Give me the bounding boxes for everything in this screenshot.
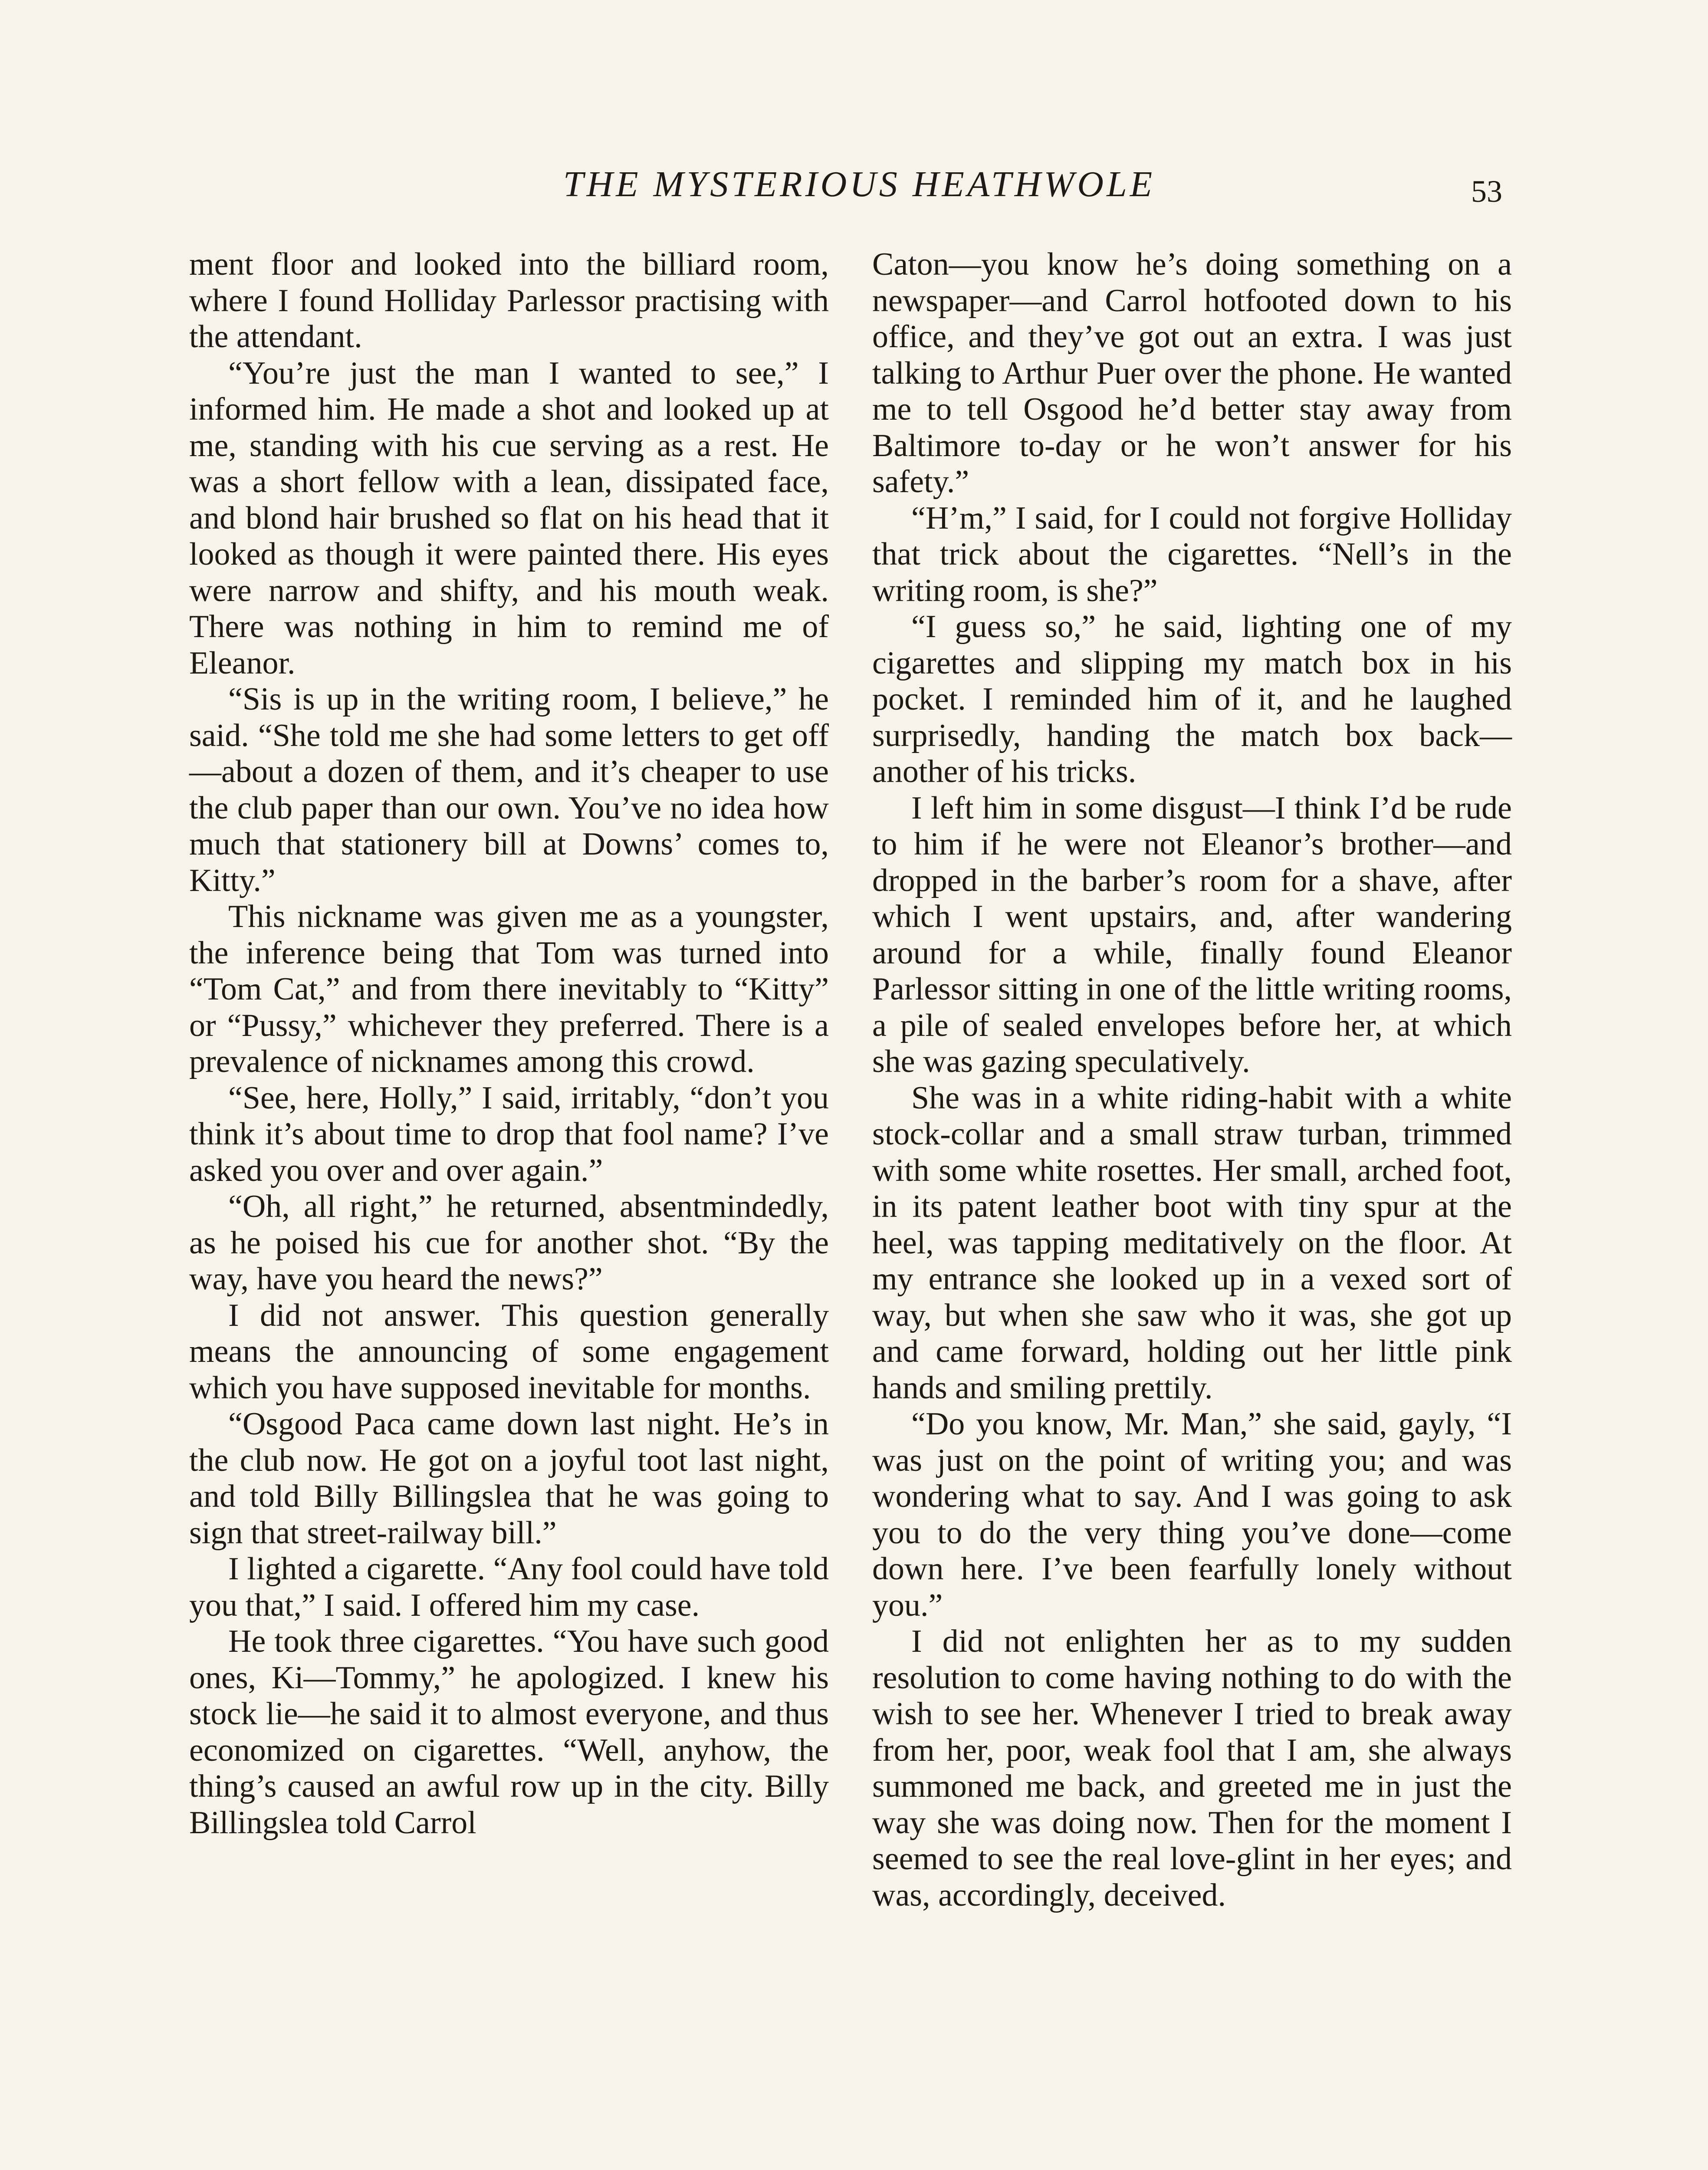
running-head <box>0 161 1708 208</box>
paragraph: This nickname was given me as a youngster, the inference being that Tom was turned into “Tom Cat,” and from there inevitably to “Kitty” or “Pussy,” whichever they preferred. There is a prevalence of nicknames among this crowd. <box>189 899 829 1079</box>
right-column <box>872 247 1512 1914</box>
page-number: 53 <box>1471 174 1502 209</box>
paragraph: “See, here, Holly,” I said, irritably, “don’t you think it’s about time to drop that fool name? I’ve asked you over and over again.” <box>189 1080 829 1188</box>
paragraph: “I guess so,” he said, lighting one of my cigarettes and slipping my match box in his pocket. I reminded him of it, and he laughed surprisedly, handing the match box back—another of his tricks. <box>872 609 1512 789</box>
paragraph: “Sis is up in the writing room, I believe,” he said. “She told me she had some letters to get off—about a dozen of them, and it’s cheaper to use the club paper than our own. You’ve no idea how much that stationery bill at Downs’ comes to, Kitty.” <box>189 681 829 898</box>
paragraph: I did not answer. This question generally means the announcing of some engagement which you have supposed inevitable for months. <box>189 1297 829 1406</box>
paragraph: He took three cigarettes. “You have such good ones, Ki—Tommy,” he apologized. I knew his stock lie—he said it to almost everyone, and thus economized on cigarettes. “Well, anyhow, the thing’s caused an awful row up in the city. Billy Billingslea told Carrol <box>189 1624 829 1841</box>
paragraph: I did not enlighten her as to my sudden resolution to come having nothing to do with the wish to see her. Whenever I tried to break away from her, poor, weak fool that I am, she always summoned me back, and greeted me in just the way she was doing now. Then for the moment I seemed to see the real love-glint in her eyes; and was, accordingly, deceived. <box>872 1624 1512 1913</box>
paragraph: She was in a white riding-habit with a white stock-collar and a small straw turban, trimmed with some white rosettes. Her small, arched foot, in its patent leather boot with tiny spur at the heel, was tapping meditatively on the floor. At my entrance she looked up in a vexed sort of way, but when she saw who it was, she got up and came forward, holding out her little pink hands and smiling prettily. <box>872 1080 1512 1406</box>
paragraph: “You’re just the man I wanted to see,” I informed him. He made a shot and looked up at me, standing with his cue serving as a rest. He was a short fellow with a lean, dissipated face, and blond hair brushed so flat on his head that it looked as though it were painted there. His eyes were narrow and shifty, and his mouth weak. There was nothing in him to remind me of Eleanor. <box>189 355 829 681</box>
paragraph: I lighted a cigarette. “Any fool could have told you that,” I said. I offered him my case. <box>189 1551 829 1623</box>
paragraph: “H’m,” I said, for I could not forgive Holliday that trick about the cigarettes. “Nell’s in the writing room, is she?” <box>872 500 1512 608</box>
left-column <box>189 247 829 1841</box>
paragraph: “Oh, all right,” he returned, absentmindedly, as he poised his cue for another shot. “By the way, have you heard the news?” <box>189 1189 829 1297</box>
paragraph: I left him in some disgust—I think I’d be rude to him if he were not Eleanor’s brother—and dropped in the barber’s room for a shave, after which I went upstairs, and, after wandering around for a while, finally found Eleanor Parlessor sitting in one of the little writing rooms, a pile of sealed envelopes before her, at which she was gazing speculatively. <box>872 790 1512 1079</box>
running-title: THE MYSTERIOUS HEATHWOLE <box>563 164 1156 204</box>
paragraph: ment floor and looked into the billiard room, where I found Holliday Parlessor practising with the attendant. <box>189 247 829 355</box>
paragraph: “Osgood Paca came down last night. He’s in the club now. He got on a joyful toot last night, and told Billy Billingslea that he was going to sign that street-railway bill.” <box>189 1406 829 1551</box>
paragraph: Caton—you know he’s doing something on a newspaper—and Carrol hotfooted down to his office, and they’ve got out an extra. I was just talking to Arthur Puer over the phone. He wanted me to tell Osgood he’d better stay away from Baltimore to-day or he won’t answer for his safety.” <box>872 247 1512 500</box>
paragraph: “Do you know, Mr. Man,” she said, gayly, “I was just on the point of writing you; and was wondering what to say. And I was going to ask you to do the very thing you’ve done—come down here. I’ve been fearfully lonely without you.” <box>872 1406 1512 1623</box>
